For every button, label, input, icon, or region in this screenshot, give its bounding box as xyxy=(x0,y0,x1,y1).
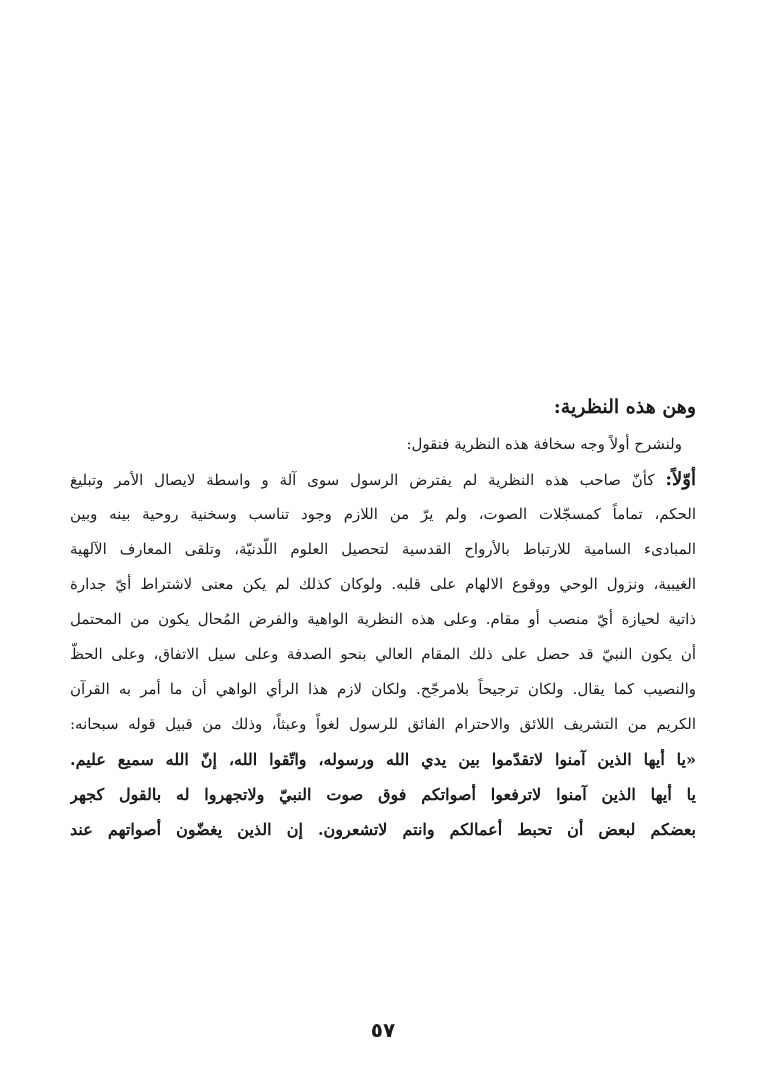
page-number: ٥٧ xyxy=(370,1018,396,1042)
quran-line: «يا أيها الذين آمنوا لاتقدّموا بين يدي الله ورسوله، واتّقوا الله، إنّ الله سميع عليم. xyxy=(70,750,696,769)
point-lead: أوّلاً: xyxy=(665,469,696,490)
paragraph-line: أن يكون النبيّ قد حصل على ذلك المقام العالي بنحو الصدفة وعلى سيل الاتفاق، وعلى الحظّ xyxy=(70,645,696,663)
paragraph-line: والنصيب كما يقال. ولكان ترجيحاً بلامرجّح. ولكان لازم هذا الرأي الواهي أن ما أمر به القرآن xyxy=(70,680,696,698)
paragraph-line: الكريم من التشريف اللائق والاحترام الفائق للرسول لغواً وعبثاً، وذلك من قبيل قوله سبحانه: xyxy=(70,715,696,733)
quran-line: بعضكم لبعض أن تحبط أعمالكم وانتم لاتشعرون. إن الذين يغضّون أصواتهم عند xyxy=(70,820,696,839)
paragraph-line xyxy=(70,462,696,497)
paragraph-line: الغيبية، ونزول الوحي ووقوع الالهام على قلبه. ولوكان كذلك لم يكن معنى لاشتراط أيّ جدارة xyxy=(70,575,696,593)
paragraph-line: المبادىء السامية للارتباط بالأرواح القدسية لتحصيل العلوم اللّدنيّة، وتلقى المعارف الآلهية xyxy=(70,540,696,558)
body-text xyxy=(70,392,696,847)
section-heading: وهن هذه النظرية: xyxy=(553,396,696,418)
line-text: كأنّ صاحب هذه النظرية لم يفترض الرسول سوى آلة و واسطة لايصال الأمر وتبليغ xyxy=(70,471,655,489)
paragraph-line: ذاتية لحيازة أيّ منصب أو مقام. وعلى هذه النظرية الواهية والفرض المُحال يكون من المحتمل xyxy=(70,610,696,628)
intro-line: ولنشرح أولاً وجه سخافة هذه النظرية فنقول: xyxy=(406,435,682,453)
quran-line: يا أيها الذين آمنوا لاترفعوا أصواتكم فوق صوت النبيّ ولاتجهروا له بالقول كجهر xyxy=(70,785,696,804)
paragraph-line: الحكم، تماماً كمسجّلات الصوت، ولم يرّ من اللازم وجود تناسب وسخنية روحية بينه وبين xyxy=(70,505,696,523)
